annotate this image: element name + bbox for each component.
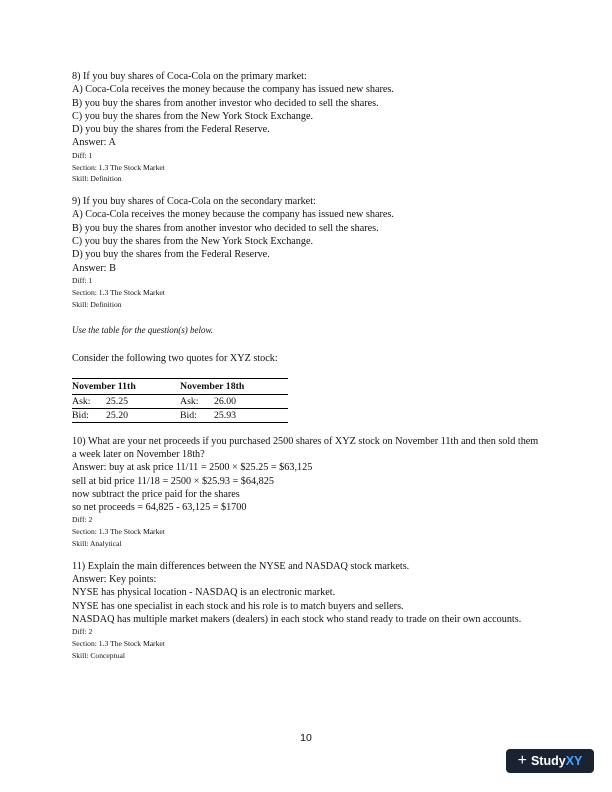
quote-table — [72, 378, 288, 423]
question-text: 10) What are your net proceeds if you purchased 2500 shares of XYZ stock on November 11th and then sold them a week later on November 18th? — [72, 435, 539, 460]
section: Section: 1.3 The Stock Market — [72, 162, 165, 172]
option-d: D) you buy the shares from the Federal Reserve. — [72, 124, 270, 136]
answer-point: NASDAQ has multiple market makers (dealers) in each stock who stand ready to trade on their own accounts. — [72, 614, 522, 625]
page-content — [72, 70, 542, 672]
table-note: Use the table for the question(s) below. — [72, 325, 214, 336]
badge-prefix: Study — [530, 754, 566, 768]
skill: Skill: Definition — [72, 299, 122, 309]
answer: Answer: A — [72, 137, 116, 149]
answer: Answer: Key points: — [72, 574, 157, 586]
skill: Skill: Definition — [72, 174, 122, 184]
difficulty: Diff: 1 — [72, 150, 93, 160]
header-nov-18: November 18th — [180, 378, 288, 394]
question-text: 11) Explain the main differences between the NYSE and NASDAQ stock markets. — [72, 560, 410, 572]
difficulty: Diff: 1 — [72, 275, 93, 285]
bid-value-18: 25.93 — [214, 408, 288, 422]
option-c: C) you buy the shares from the New York Stock Exchange. — [72, 236, 314, 248]
bid-label-18: Bid: — [180, 408, 214, 422]
ask-label-18: Ask: — [180, 394, 214, 408]
table-intro: Consider the following two quotes for XYZ stock: — [72, 353, 278, 365]
question-text: 9) If you buy shares of Coca-Cola on the secondary market: — [72, 196, 316, 208]
table-row — [72, 408, 288, 422]
skill: Skill: Conceptual — [72, 650, 125, 660]
ask-value-18: 26.00 — [214, 394, 288, 408]
question-11 — [72, 560, 542, 662]
studyxy-badge[interactable] — [506, 749, 594, 773]
question-text: 8) If you buy shares of Coca-Cola on the primary market: — [72, 71, 307, 82]
table-row — [72, 394, 288, 408]
answer-point: NYSE has one specialist in each stock and his role is to match buyers and sellers. — [72, 600, 404, 612]
answer-step: sell at bid price 11/18 = 2500 × $25.93 = $64,825 — [72, 475, 274, 487]
bid-label-11: Bid: — [72, 408, 106, 422]
option-d: D) you buy the shares from the Federal Reserve. — [72, 249, 270, 261]
page-number: 10 — [300, 732, 312, 744]
section: Section: 1.3 The Stock Market — [72, 527, 165, 537]
section: Section: 1.3 The Stock Market — [72, 287, 165, 297]
badge-highlight: XY — [565, 754, 583, 768]
answer: Answer: buy at ask price 11/11 = 2500 × $25.25 = $63,125 — [72, 462, 313, 474]
option-a: A) Coca-Cola receives the money because the company has issued new shares. — [72, 84, 394, 96]
answer: Answer: B — [72, 262, 116, 274]
header-nov-11: November 11th — [72, 378, 180, 394]
option-c: C) you buy the shares from the New York Stock Exchange. — [72, 110, 314, 122]
difficulty: Diff: 2 — [72, 515, 93, 525]
table-header-row — [72, 378, 288, 394]
ask-value-11: 25.25 — [106, 394, 180, 408]
badge-text — [531, 754, 582, 768]
option-a: A) Coca-Cola receives the money because the company has issued new shares. — [72, 209, 394, 221]
skill: Skill: Analytical — [72, 539, 122, 549]
answer-point: NYSE has physical location - NASDAQ is an electronic market. — [72, 587, 336, 599]
bid-value-11: 25.20 — [106, 408, 180, 422]
difficulty: Diff: 2 — [72, 627, 93, 637]
plus-icon: + — [517, 751, 527, 769]
question-10 — [72, 435, 542, 550]
ask-label-11: Ask: — [72, 394, 106, 408]
section: Section: 1.3 The Stock Market — [72, 639, 165, 649]
answer-step: so net proceeds = 64,825 - 63,125 = $1700 — [72, 502, 247, 514]
option-b: B) you buy the shares from another investor who decided to sell the shares. — [72, 222, 379, 234]
question-8 — [72, 70, 542, 185]
answer-step: now subtract the price paid for the shares — [72, 488, 240, 500]
option-b: B) you buy the shares from another investor who decided to sell the shares. — [72, 97, 379, 109]
question-9 — [72, 195, 542, 310]
